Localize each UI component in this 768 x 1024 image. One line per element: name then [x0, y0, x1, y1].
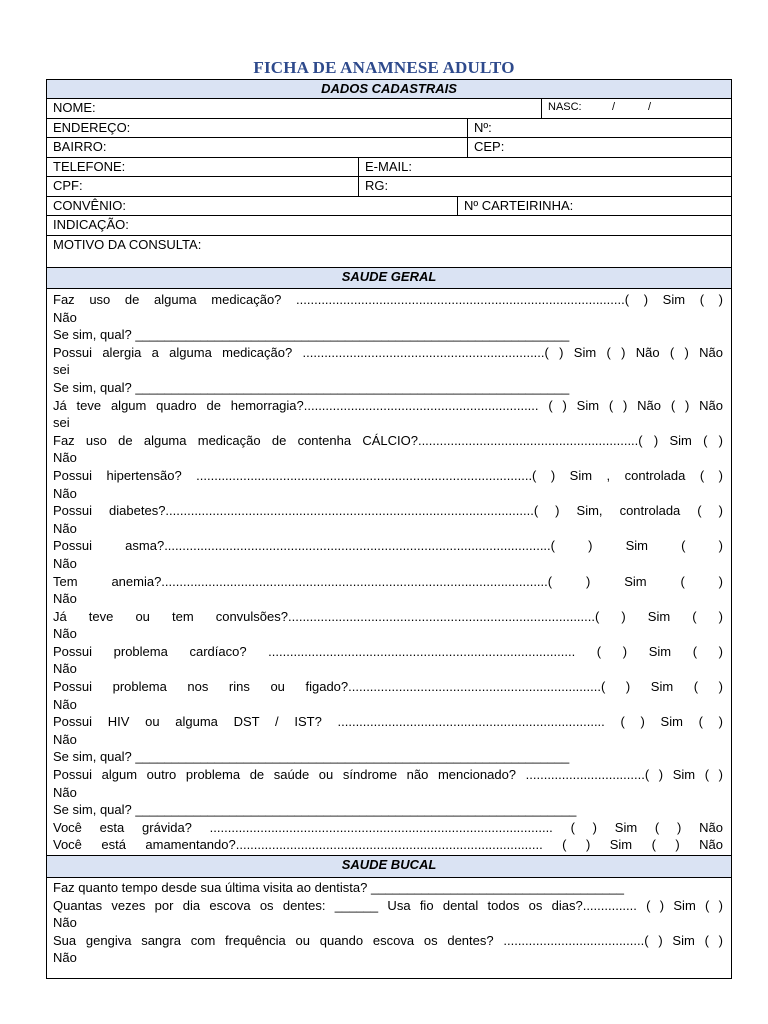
question-line[interactable]: Possui problema cardíaco? ..................................................................................... ( ) Sim ( ): [53, 643, 723, 659]
numero-field[interactable]: [467, 119, 733, 137]
row-cpf: [47, 177, 731, 197]
question-line[interactable]: Faz uso de alguma medicação? ...........................................................................................( ) Sim ( ): [53, 292, 723, 307]
convenio-field[interactable]: [47, 197, 457, 215]
question-line[interactable]: Faz uso de alguma medicação de contenha CÁLCIO?.............................................................( ) Sim ( ): [53, 432, 723, 448]
answer-line[interactable]: Se sim, qual? _____________________________________________________________: [53, 802, 577, 818]
question-line[interactable]: Já teve algum quadro de hemorragia?................................................................. ( ) Sim ( ) Não ( ) Não: [53, 397, 723, 413]
row-motivo: [47, 236, 731, 268]
cpf-field[interactable]: [47, 177, 358, 196]
question-line: Não: [53, 731, 77, 747]
nome-field[interactable]: [47, 99, 541, 118]
telefone-field[interactable]: [47, 158, 358, 176]
question-line[interactable]: Você esta grávida? ............................................................................................... ( ) Sim ( ) Não: [53, 819, 723, 835]
question-line[interactable]: Possui hipertensão? .............................................................................................( ) Sim , controlada ( ): [53, 467, 723, 483]
question-line: Não: [53, 520, 77, 536]
question-line: Não: [53, 696, 77, 712]
section-saude-bucal: SAUDE BUCAL: [47, 855, 731, 878]
cep-field[interactable]: [467, 138, 733, 157]
question-line[interactable]: Quantas vezes por dia escova os dentes: ______ Usa fio dental todos os dias?............... ( ) Sim ( ): [53, 897, 723, 913]
section-saude-geral: SAUDE GERAL: [47, 268, 731, 289]
row-telefone: [47, 158, 731, 177]
question-line[interactable]: Possui alergia a alguma medicação? ...................................................................( ) Sim ( ) Não ( ) Não: [53, 344, 723, 360]
email-label: E-MAIL:: [365, 159, 412, 174]
question-line: Não: [53, 626, 77, 642]
saude-bucal-questions: [53, 879, 723, 967]
convenio-label: CONVÊNIO:: [53, 198, 126, 213]
bairro-field[interactable]: [47, 138, 467, 157]
motivo-field[interactable]: [47, 236, 733, 267]
endereco-label: ENDEREÇO:: [53, 120, 131, 135]
saude-geral-questions: [53, 291, 723, 854]
row-indicacao: [47, 216, 731, 236]
nasc-separator-1: /: [612, 101, 616, 113]
question-line: Não: [53, 485, 77, 501]
carteirinha-label: Nº CARTEIRINHA:: [464, 198, 574, 213]
answer-line[interactable]: Se sim, qual? ____________________________________________________________: [53, 327, 570, 343]
question-line: Não: [53, 591, 77, 607]
carteirinha-field[interactable]: [457, 197, 733, 215]
question-line[interactable]: Possui algum outro problema de saúde ou síndrome não mencionado? .................................( ) Sim ( ): [53, 767, 723, 783]
indicacao-field[interactable]: [47, 216, 733, 235]
nasc-separator-2: /: [648, 101, 652, 113]
question-line: Não: [53, 309, 77, 325]
question-line: Não: [53, 661, 77, 677]
nome-label: NOME:: [53, 100, 96, 115]
question-line[interactable]: Possui HIV ou alguma DST / IST? .......................................................................... ( ) Sim ( ): [53, 714, 723, 730]
bairro-label: BAIRRO:: [53, 139, 107, 154]
question-line: sei: [53, 362, 70, 378]
question-line[interactable]: Sua gengiva sangra com frequência ou quando escova os dentes? .......................................( ) Sim ( ): [53, 932, 723, 948]
answer-line[interactable]: Se sim, qual? ____________________________________________________________: [53, 749, 570, 765]
question-line[interactable]: Faz quanto tempo desde sua última visita ao dentista? ___________________________________: [53, 880, 625, 895]
nasc-field[interactable]: [541, 99, 733, 118]
numero-label: Nº:: [474, 120, 492, 135]
cpf-label: CPF:: [53, 178, 83, 193]
answer-line[interactable]: Se sim, qual? ____________________________________________________________: [53, 379, 570, 395]
telefone-label: TELEFONE:: [53, 159, 126, 174]
form-title: FICHA DE ANAMNESE ADULTO: [253, 58, 515, 77]
question-line[interactable]: Tem anemia?...........................................................................................................( ) Sim ( ): [53, 573, 723, 589]
section-dados-cadastrais: DADOS CADASTRAIS: [47, 80, 731, 99]
row-endereco: [47, 119, 731, 138]
row-convenio: [47, 197, 731, 216]
question-line: Não: [53, 784, 77, 800]
anamnesis-form: [46, 79, 732, 979]
question-line[interactable]: Possui problema nos rins ou figado?......................................................................( ) Sim ( ): [53, 679, 723, 695]
indicacao-label: INDICAÇÃO:: [53, 217, 129, 232]
question-line[interactable]: Possui diabetes?......................................................................................................( ) Sim, controlada ( ): [53, 503, 723, 519]
row-bairro: [47, 138, 731, 158]
endereco-field[interactable]: [47, 119, 467, 137]
question-line: Não: [53, 450, 77, 466]
rg-label: RG:: [365, 178, 389, 193]
question-line[interactable]: Você está amamentando?..................................................................................... ( ) Sim ( ) Não: [53, 837, 723, 853]
row-nome: [47, 99, 731, 119]
question-line[interactable]: Possui asma?...........................................................................................................( ) Sim ( ): [53, 538, 723, 554]
question-line: Não: [53, 555, 77, 571]
question-line: sei: [53, 415, 70, 431]
cep-label: CEP:: [474, 139, 505, 154]
question-line[interactable]: Já teve ou tem convulsões?.....................................................................................( ) Sim ( ): [53, 608, 723, 624]
question-line: Não: [53, 915, 77, 931]
nasc-label: NASC:: [548, 101, 582, 113]
rg-field[interactable]: [358, 177, 733, 196]
motivo-label: MOTIVO DA CONSULTA:: [53, 237, 202, 252]
question-line: Não: [53, 950, 77, 966]
email-field[interactable]: [358, 158, 733, 176]
